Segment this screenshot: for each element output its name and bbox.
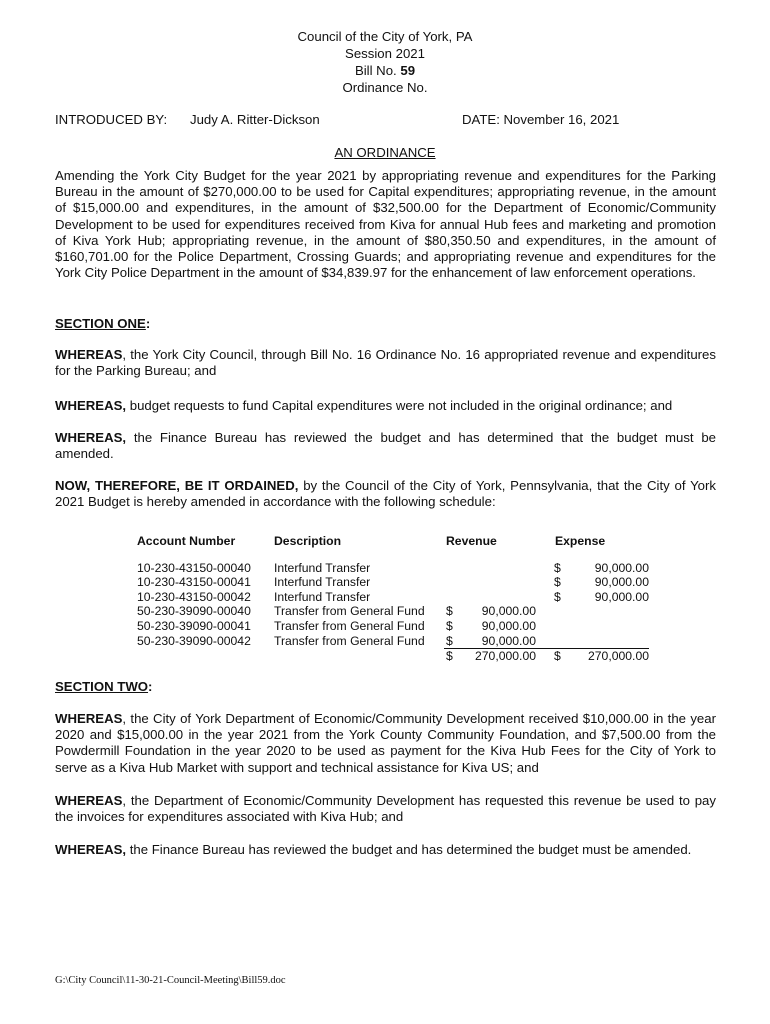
section-one-heading <box>55 316 150 331</box>
document-header <box>0 28 770 96</box>
section-two-whereas-2 <box>55 793 716 825</box>
table-header-row <box>137 534 649 561</box>
bill-prefix: Bill No. <box>354 63 401 78</box>
money-cell <box>444 604 538 619</box>
account-number: 10-230-43150-00040 <box>137 560 251 575</box>
bill-number-line <box>0 62 770 79</box>
col-revenue: Revenue <box>446 534 497 548</box>
whereas-text: the Finance Bureau has reviewed the budget and has determined the budget must be amended. <box>126 842 692 857</box>
introduced-by-name: Judy A. Ritter-Dickson <box>190 112 320 127</box>
whereas-text: , the City of York Department of Economic/Community Development received $10,000.00 in the year 2020 and $15,000.00 in the year 2021 from the York County Community Foundation, and $7,500.00 from the Powdermill Foundation in the year 2020 to be used as payment for the Kiva Hub Fees for the City of York to serve as a Kiva Hub Market with support and technical assistance for Kiva US; and <box>55 711 716 775</box>
account-number: 50-230-39090-00040 <box>137 604 251 619</box>
description: Transfer from General Fund <box>274 604 425 619</box>
account-number: 50-230-39090-00042 <box>137 633 251 648</box>
money-cell <box>444 649 538 664</box>
ordinance-number: Ordinance No. <box>342 80 428 95</box>
table-row <box>137 590 649 605</box>
ordained-lead: NOW, THEREFORE, BE IT ORDAINED, <box>55 478 299 493</box>
summary-paragraph: Amending the York City Budget for the year 2021 by appropriating revenue and expenditures for the Parking Bureau in the amount of $270,000.00 to be used for Capital expenditures; appropriating revenue, in the amount of $15,000.00 and expenditures, in the amount of $32,500.00 for the Department of Economic/Community Development to be used for expenditures received from Kiva for annual Hub fees and marketing and promotion of Kiva York Hub; appropriating revenue, in the amount of $80,350.50 and expenditures, in the amount of $160,701.00 for the Police Department, Crossing Guards; and appropriating revenue and expenditures for the York City Police Department in the amount of $34,839.97 for the enhancement of law enforcement operations. <box>55 168 716 281</box>
money-cell <box>538 575 649 590</box>
whereas-text: , the Department of Economic/Community Development has requested this revenue be used to pay the invoices for expenditures associated with Kiva Hub; and <box>55 793 716 825</box>
money-cell <box>538 561 649 576</box>
empty-cell <box>444 561 538 576</box>
section-two-title: SECTION TWO <box>55 679 149 694</box>
table-row <box>137 634 649 649</box>
totals-row <box>137 649 649 664</box>
money-cell <box>444 634 538 649</box>
introduced-by-label: INTRODUCED BY: <box>55 112 168 127</box>
empty-cell <box>538 634 649 649</box>
empty-cell <box>538 619 649 634</box>
description: Interfund Transfer <box>274 560 371 575</box>
currency-symbol: $ <box>554 575 561 590</box>
whereas-text: , the York City Council, through Bill No. 16 Ordinance No. 16 appropriated revenue and expenditures for the Parking Bureau; and <box>55 347 716 379</box>
ordained-text: by the Council of the City of York, Pennsylvania, that the City of York 2021 Budget is hereby amended in accordance with the following schedule: <box>55 478 716 510</box>
section-one-colon: : <box>145 316 151 331</box>
account-number: 50-230-39090-00041 <box>137 618 251 633</box>
section-two-colon: : <box>148 679 153 694</box>
empty-cell <box>137 649 274 664</box>
whereas-lead: WHEREAS <box>55 793 123 808</box>
whereas-text: budget requests to fund Capital expenditures were not included in the original ordinance; and <box>126 398 673 413</box>
section-one-title: SECTION ONE <box>55 316 146 331</box>
description: Transfer from General Fund <box>274 618 425 633</box>
currency-symbol: $ <box>554 649 561 664</box>
description: Interfund Transfer <box>274 575 371 590</box>
amount: 90,000.00 <box>594 575 649 590</box>
section-two-heading <box>55 679 152 694</box>
amount: 270,000.00 <box>588 649 649 664</box>
col-expense: Expense <box>555 534 606 548</box>
budget-schedule-table <box>137 534 649 664</box>
section-one-whereas-1 <box>55 347 716 379</box>
file-path-footer: G:\City Council\11-30-21-Council-Meeting\Bill59.doc <box>55 975 286 986</box>
money-cell <box>444 619 538 634</box>
currency-symbol: $ <box>554 560 561 575</box>
empty-cell <box>444 590 538 605</box>
whereas-lead: WHEREAS <box>55 347 123 362</box>
section-one-ordained <box>55 478 716 510</box>
section-one-whereas-2 <box>55 398 716 414</box>
whereas-lead: WHEREAS, <box>55 430 127 445</box>
description: Transfer from General Fund <box>274 633 425 648</box>
currency-symbol: $ <box>446 649 453 664</box>
currency-symbol: $ <box>446 633 453 648</box>
amount: 90,000.00 <box>594 560 649 575</box>
whereas-lead: WHEREAS <box>55 711 123 726</box>
currency-symbol: $ <box>446 618 453 633</box>
account-number: 10-230-43150-00042 <box>137 589 251 604</box>
empty-cell <box>274 649 444 664</box>
section-two-whereas-3 <box>55 842 716 858</box>
date-label: DATE: November 16, 2021 <box>462 112 620 127</box>
description: Interfund Transfer <box>274 589 371 604</box>
whereas-text: the Finance Bureau has reviewed the budget and has determined that the budget must be amended. <box>55 430 716 462</box>
bill-number: 59 <box>400 63 416 78</box>
account-number: 10-230-43150-00041 <box>137 575 251 590</box>
table-row <box>137 604 649 619</box>
council-name: Council of the City of York, PA <box>297 29 473 44</box>
section-two-whereas-1 <box>55 711 716 776</box>
col-account-number: Account Number <box>137 534 236 548</box>
ordinance-title: AN ORDINANCE <box>334 145 436 160</box>
table-row <box>137 561 649 576</box>
section-one-whereas-3 <box>55 430 716 462</box>
amount: 90,000.00 <box>481 633 536 648</box>
currency-symbol: $ <box>446 604 453 619</box>
empty-cell <box>444 575 538 590</box>
table-body <box>137 561 649 664</box>
currency-symbol: $ <box>554 589 561 604</box>
whereas-lead: WHEREAS, <box>55 842 127 857</box>
col-description: Description <box>274 534 342 548</box>
money-cell <box>538 590 649 605</box>
session-year: Session 2021 <box>345 46 425 61</box>
table-row <box>137 619 649 634</box>
table-row <box>137 575 649 590</box>
amount: 90,000.00 <box>481 618 536 633</box>
empty-cell <box>538 604 649 619</box>
money-cell <box>538 649 649 664</box>
amount: 90,000.00 <box>481 604 536 619</box>
amount: 90,000.00 <box>594 589 649 604</box>
whereas-lead: WHEREAS, <box>55 398 127 413</box>
amount: 270,000.00 <box>475 649 536 664</box>
